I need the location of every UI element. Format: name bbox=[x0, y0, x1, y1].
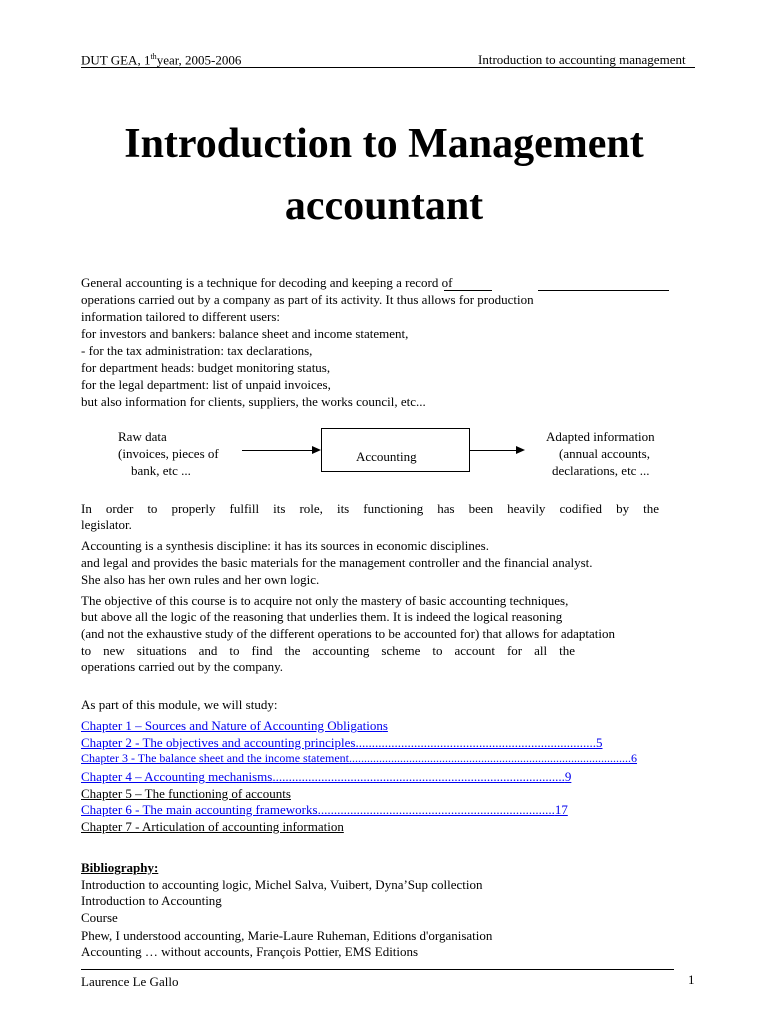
body-p2-line1: Accounting is a synthesis discipline: it has its sources in economic disciplines. bbox=[81, 538, 489, 553]
bibliography-item-4: Phew, I understood accounting, Marie-Laure Ruheman, Editions d'organisation bbox=[81, 928, 493, 943]
body-p3-line2: but above all the logic of the reasoning that underlies them. It is indeed the logical reasoning bbox=[81, 609, 563, 624]
diagram-left-line2: (invoices, pieces of bbox=[118, 446, 219, 461]
toc-chapter-5[interactable]: Chapter 5 – The functioning of accounts bbox=[81, 786, 291, 801]
header-left: DUT GEA, 1thyear, 2005-2006 bbox=[81, 52, 242, 68]
intro-line-5: - for the tax administration: tax declarations, bbox=[81, 343, 313, 358]
footer-rule bbox=[81, 969, 674, 970]
bibliography-item-5: Accounting … without accounts, François Pottier, EMS Editions bbox=[81, 944, 419, 959]
body-p3-line4: to new situations and to find the accounting scheme to account for all the bbox=[81, 643, 575, 658]
body-p3-line5: operations carried out by the company. bbox=[81, 659, 284, 674]
toc-chapter-1[interactable]: Chapter 1 – Sources and Nature of Accounting Obligations bbox=[81, 718, 388, 733]
header-right: Introduction to accounting management bbox=[478, 52, 686, 67]
page-number: 1 bbox=[688, 972, 695, 987]
bibliography-item-1: Introduction to accounting logic, Michel Salva, Vuibert, Dyna’Sup collection bbox=[81, 877, 483, 892]
intro-line-2: operations carried out by a company as part of its activity. It thus allows for production bbox=[81, 292, 534, 307]
arrow-out-line bbox=[470, 450, 516, 451]
body-p3-line1: The objective of this course is to acquire not only the mastery of basic accounting techniques, bbox=[81, 593, 569, 608]
body-p3-line3: (and not the exhaustive study of the different operations to be accounted for) that allows for adaptation bbox=[81, 626, 616, 641]
diagram-center-label: Accounting bbox=[356, 449, 417, 464]
fill-in-blank bbox=[538, 290, 669, 291]
body-p1-line2: legislator. bbox=[81, 517, 132, 532]
intro-line-1: General accounting is a technique for decoding and keeping a record of bbox=[81, 275, 453, 290]
study-intro: As part of this module, we will study: bbox=[81, 697, 278, 712]
arrow-in-line bbox=[242, 450, 312, 451]
body-p1-line1: In order to properly fulfill its role, its functioning has been heavily codified by the bbox=[81, 501, 659, 516]
intro-line-3: information tailored to different users: bbox=[81, 309, 281, 324]
toc-chapter-3[interactable]: Chapter 3 - The balance sheet and the income statement..............................................................................................6 bbox=[81, 751, 638, 765]
intro-line-4: for investors and bankers: balance sheet and income statement, bbox=[81, 326, 409, 341]
intro-line-8: but also information for clients, suppliers, the works council, etc... bbox=[81, 394, 426, 409]
toc-chapter-4[interactable]: Chapter 4 – Accounting mechanisms..........................................................................................9 bbox=[81, 769, 572, 784]
intro-line-7: for the legal department: list of unpaid invoices, bbox=[81, 377, 331, 392]
intro-line-6: for department heads: budget monitoring status, bbox=[81, 360, 331, 375]
bibliography-item-2: Introduction to Accounting bbox=[81, 893, 222, 908]
diagram-left-line3: bank, etc ... bbox=[131, 463, 191, 478]
footer-author: Laurence Le Gallo bbox=[81, 974, 179, 989]
toc-chapter-2[interactable]: Chapter 2 - The objectives and accounting principles..........................................................................5 bbox=[81, 735, 603, 750]
diagram-right-line2: (annual accounts, bbox=[559, 446, 650, 461]
bibliography-item-3: Course bbox=[81, 910, 118, 925]
diagram-left-line1: Raw data bbox=[118, 429, 167, 444]
body-p2-line2: and legal and provides the basic materials for the management controller and the financial analyst. bbox=[81, 555, 593, 570]
page-title-line1: Introduction to Management bbox=[124, 121, 644, 167]
arrow-in-head bbox=[312, 446, 321, 454]
page-title-line2: accountant bbox=[284, 183, 484, 229]
arrow-out-head bbox=[516, 446, 525, 454]
diagram-right-line3: declarations, etc ... bbox=[552, 463, 650, 478]
bibliography-heading: Bibliography: bbox=[81, 860, 159, 875]
underline-mark bbox=[444, 290, 492, 291]
diagram-right-line1: Adapted information bbox=[546, 429, 655, 444]
toc-chapter-6[interactable]: Chapter 6 - The main accounting frameworks.........................................................................17 bbox=[81, 802, 568, 817]
header-rule bbox=[81, 67, 695, 68]
toc-chapter-7[interactable]: Chapter 7 - Articulation of accounting information bbox=[81, 819, 344, 834]
body-p2-line3: She also has her own rules and her own logic. bbox=[81, 572, 320, 587]
